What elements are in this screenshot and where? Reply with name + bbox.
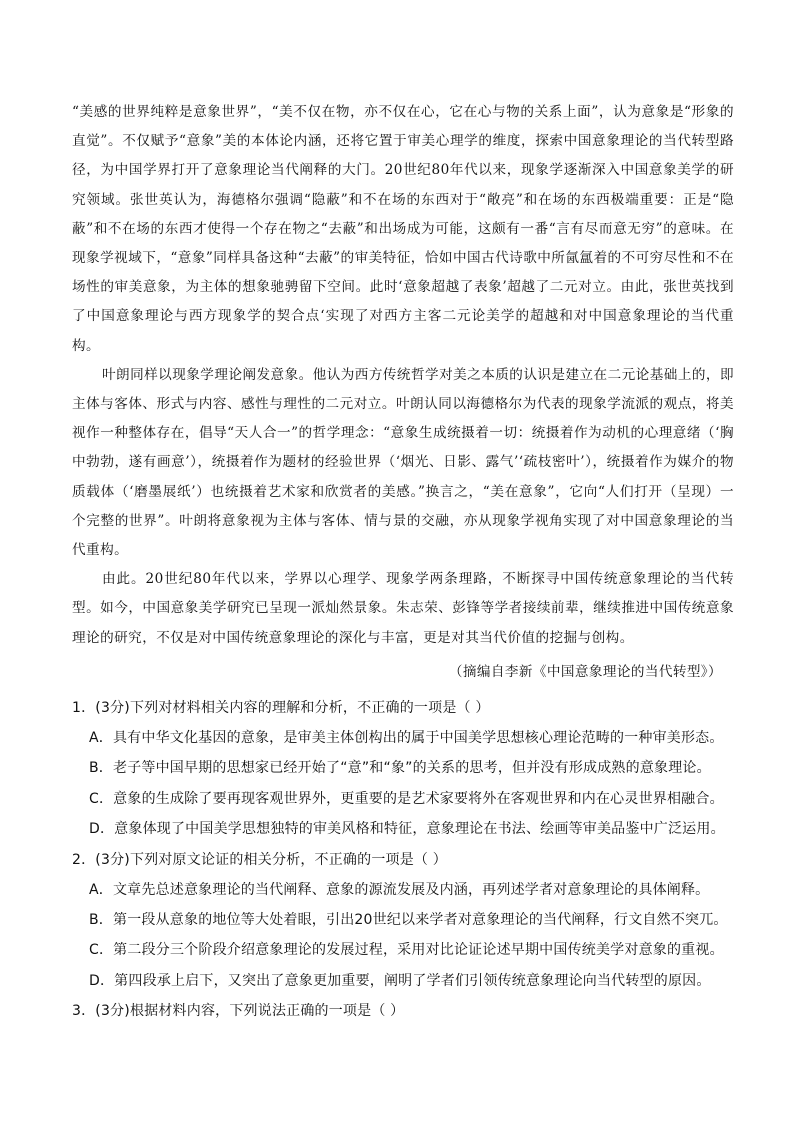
- question-list: [72, 693, 732, 1026]
- option-c: C．意象的生成除了要再现客观世界外，更重要的是艺术家要将外在客观世界和内在心灵世界相融合。: [89, 790, 724, 807]
- option-c: C．第二段分三个阶段介绍意象理论的发展过程，采用对比论证论述早期中国传统美学对意象的重视。: [89, 942, 724, 959]
- option-d: D．第四段承上启下，又突出了意象更加重要，阐明了学者们引领传统意象理论向当代转型的原因。: [89, 972, 711, 989]
- option-d: D．意象体现了中国美学思想独特的审美风格和特征，意象理论在书法、绘画等审美品鉴中广泛运用。: [89, 821, 725, 838]
- reading-passage: [72, 98, 734, 653]
- question-stem: 1．(3分)下列对材料相关内容的理解和分析，不正确的一项是（ ）: [72, 700, 490, 716]
- question-3: [72, 996, 732, 1026]
- question-1: [72, 693, 732, 845]
- passage-source: （摘编自李新《中国意象理论的当代转型》）: [448, 664, 722, 680]
- question-stem: 2．(3分)下列对原文论证的相关分析，不正确的一项是（ ）: [72, 851, 447, 868]
- question-2: [72, 845, 732, 997]
- option-a: A．具有中华文化基因的意象，是审美主体创构出的属于中国美学思想核心理论范畴的一种审美形态。: [89, 730, 724, 746]
- option-b: B．第一段从意象的地位等大处着眼，引出20世纪以来学者对意象理论的当代阐释，行文自然不突兀。: [89, 911, 728, 928]
- passage-paragraph-3: 由此。20世纪80年代以来，学界以心理学、现象学两条理路，不断探寻中国传统意象理论的当代转型。如今，中国意象美学研究已呈现一派灿然景象。朱志荣、彭锋等学者接续前辈，继续推进中国传统意象理论的研究，不仅是对中国传统意象理论的深化与丰富，更是对其当代价值的挖掘与创构。: [72, 571, 734, 646]
- passage-paragraph-1: “美感的世界纯粹是意象世界”，“美不仅在物，亦不仅在心，它在心与物的关系上面”，认为意象是“形象的直觉”。不仅赋予“意象”美的本体论内涵，还将它置于审美心理学的维度，探索中国意象理论的当代转型路径，为中国学界打开了意象理论当代阐释的大门。20世纪80年代以来，现象学逐渐深入中国意象美学的研究领域。张世英认为，海德格尔强调“隐蔽”和不在场的东西对于“敞亮”和在场的东西极端重要：正是“隐蔽”和不在场的东西才使得一个存在物之“去蔽”和出场成为可能，这颇有一番“言有尽而意无穷”的意味。在现象学视域下，“意象”同样具备这种“去蔽”的审美特征，恰如中国古代诗歌中所氤氲着的不可穷尽性和不在场性的审美意象，为主体的想象驰骋留下空间。此时‘意象超越了表象’超越了二元对立。由此，张世英找到了中国意象理论与西方现象学的契合点‘实现了对西方主客二元论美学的超越和对中国意象理论的当代重构。: [72, 104, 734, 354]
- passage-paragraph-2: 叶朗同样以现象学理论阐发意象。他认为西方传统哲学对美之本质的认识是建立在二元论基础上的，即主体与客体、形式与内容、感性与理性的二元对立。叶朗认同以海德格尔为代表的现象学流派的观点，将美视作一种整体存在，倡导“天人合一”的哲学理念：“意象生成统摄着一切：统摄着作为动机的心理意绪（‘胸中勃勃，遂有画意’），统摄着作为题材的经验世界（‘烟光、日影、露气’‘疏枝密叶’），统摄着作为媒介的物质载体（‘磨墨展纸’）也统摄着艺术家和欣赏者的美感。”换言之，“美在意象”，它向“人们打开（呈现）一个完整的世界”。叶朗将意象视为主体与客体、情与景的交融，亦从现象学视角实现了对中国意象理论的当代重构。: [72, 366, 734, 559]
- option-a: A．文章先总述意象理论的当代阐释、意象的源流发展及内涵，再列述学者对意象理论的具体阐释。: [89, 881, 710, 898]
- question-stem: 3．(3分)根据材料内容，下列说法正确的一项是（ ）: [72, 1003, 405, 1020]
- option-b: B．老子等中国早期的思想家已经开始了“意”和“象”的关系的思考，但并没有形成成熟的意象理论。: [89, 760, 711, 777]
